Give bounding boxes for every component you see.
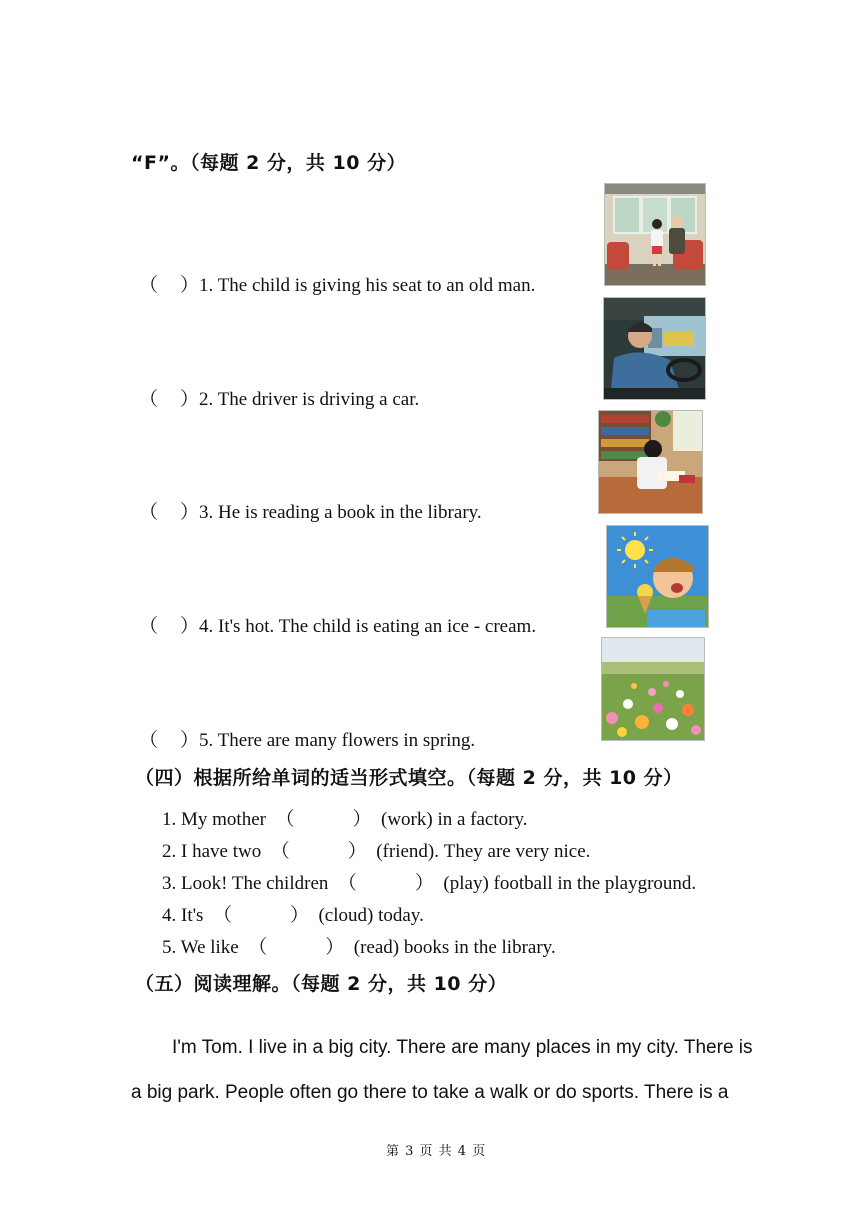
answer-paren-close: ） <box>180 389 200 410</box>
section3-heading: “F”。（每题 2 分，共 10 分） <box>131 152 407 174</box>
answer-paren-open: （ <box>139 502 159 523</box>
answer-paren-close: ） <box>180 616 200 637</box>
answer-paren-close: ） <box>325 937 345 958</box>
section5-heading: （五）阅读理解。（每题 2 分，共 10 分） <box>135 973 508 995</box>
tf-item-2 <box>139 384 419 411</box>
fill-item-after: (friend). They are very nice. <box>376 841 591 862</box>
tf-item-5 <box>139 725 475 752</box>
tf-item-text: 2. The driver is driving a car. <box>199 389 420 410</box>
answer-paren-open: （ <box>139 616 159 637</box>
fill-item-3 <box>162 868 696 895</box>
fill-item-2 <box>162 836 590 863</box>
fill-item-before: 3. Look! The children <box>162 873 329 894</box>
answer-paren-close: ） <box>180 730 200 751</box>
tf-item-3 <box>139 497 482 524</box>
answer-paren-open: （ <box>139 389 159 410</box>
bus-seat-picture <box>604 183 706 286</box>
tf-item-text: 1. The child is giving his seat to an old man. <box>199 275 536 296</box>
fill-item-after: (work) in a factory. <box>381 809 528 830</box>
answer-paren-open: （ <box>275 809 295 830</box>
tf-item-text: 4. It's hot. The child is eating an ice - cream. <box>199 616 537 637</box>
answer-paren-open: （ <box>248 937 268 958</box>
fill-item-1 <box>162 804 527 831</box>
answer-paren-open: （ <box>270 841 290 862</box>
fill-item-before: 2. I have two <box>162 841 262 862</box>
answer-paren-close: ） <box>180 502 200 523</box>
fill-item-before: 4. It's <box>162 905 204 926</box>
spring-flowers-picture <box>601 637 705 741</box>
tf-item-text: 5. There are many flowers in spring. <box>199 730 476 751</box>
library-picture <box>598 410 703 514</box>
answer-paren-close: ） <box>289 905 309 926</box>
tf-item-4 <box>139 611 536 638</box>
answer-paren-open: （ <box>139 275 159 296</box>
fill-item-after: (play) football in the playground. <box>443 873 697 894</box>
answer-paren-close: ） <box>352 809 372 830</box>
reading-line-2: a big park. People often go there to take a walk or do sports. There is a <box>131 1082 729 1103</box>
fill-item-after: (read) books in the library. <box>353 937 556 958</box>
tf-item-text: 3. He is reading a book in the library. <box>199 502 482 523</box>
answer-paren-close: ） <box>347 841 367 862</box>
answer-paren-close: ） <box>414 873 434 894</box>
ice-cream-picture <box>606 525 709 628</box>
answer-paren-open: （ <box>139 730 159 751</box>
fill-item-before: 5. We like <box>162 937 239 958</box>
reading-line-1: I'm Tom. I live in a big city. There are many places in my city. There is <box>172 1037 753 1058</box>
section4-heading: （四）根据所给单词的适当形式填空。（每题 2 分，共 10 分） <box>135 767 683 789</box>
answer-paren-open: （ <box>212 905 232 926</box>
driver-picture <box>603 297 706 400</box>
fill-item-4 <box>162 900 424 927</box>
page-footer: 第 3 页 共 4 页 <box>386 1144 487 1159</box>
answer-paren-open: （ <box>337 873 357 894</box>
fill-item-before: 1. My mother <box>162 809 266 830</box>
tf-item-1 <box>139 270 535 297</box>
answer-paren-close: ） <box>180 275 200 296</box>
fill-item-after: (cloud) today. <box>318 905 424 926</box>
fill-item-5 <box>162 932 556 959</box>
